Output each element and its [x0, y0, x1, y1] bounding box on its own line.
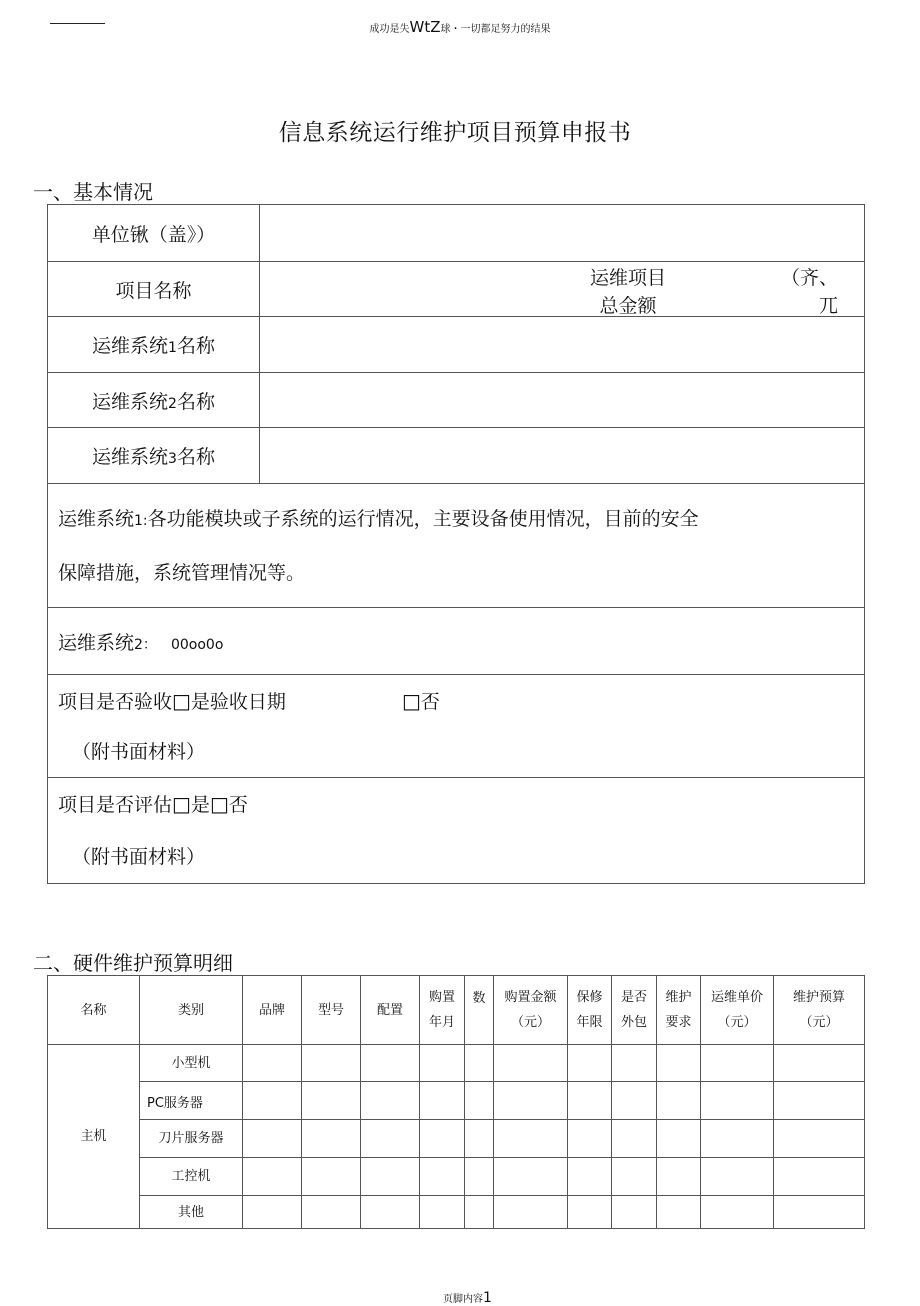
- data-cell[interactable]: [774, 1082, 865, 1120]
- section-heading-hardware: 二、硬件维护预算明细: [33, 951, 233, 975]
- category-cell: [140, 1045, 243, 1082]
- header-maint-req: [657, 976, 701, 1045]
- header-brand: [243, 976, 302, 1045]
- category-label: 小型机: [171, 1055, 211, 1071]
- data-cell[interactable]: [612, 1045, 657, 1082]
- data-cell[interactable]: [494, 1082, 568, 1120]
- data-cell[interactable]: [701, 1120, 774, 1158]
- data-cell[interactable]: [302, 1120, 361, 1158]
- system2-label-num: 2: [168, 395, 177, 412]
- data-cell[interactable]: [361, 1120, 420, 1158]
- data-cell[interactable]: [774, 1045, 865, 1082]
- acceptance-yes-checkbox[interactable]: □: [172, 688, 191, 713]
- system1-desc-num: 1:: [134, 512, 148, 529]
- data-cell[interactable]: [657, 1120, 701, 1158]
- category-cell: [140, 1082, 243, 1120]
- page-header: [0, 18, 920, 36]
- data-cell[interactable]: [420, 1082, 465, 1120]
- header-model: [302, 976, 361, 1045]
- data-cell[interactable]: [420, 1196, 465, 1229]
- data-cell[interactable]: [568, 1158, 612, 1196]
- total-amount-label-line2: 总金额: [599, 295, 657, 317]
- data-cell[interactable]: [302, 1158, 361, 1196]
- page-footer: [443, 1290, 492, 1306]
- system3-label-prefix: 运维系统: [92, 446, 169, 468]
- evaluation-no-label: 否: [228, 794, 248, 816]
- data-cell[interactable]: [243, 1158, 302, 1196]
- data-cell[interactable]: [302, 1045, 361, 1082]
- project-name-label: 项目名称: [115, 279, 192, 302]
- system3-name-label-cell: [48, 428, 260, 484]
- table-row: [48, 1196, 865, 1229]
- data-cell[interactable]: [774, 1120, 865, 1158]
- system1-name-label-cell: [48, 317, 260, 373]
- total-amount-label-line1: 运维项目: [590, 267, 667, 289]
- evaluation-yes-checkbox[interactable]: □: [172, 792, 191, 816]
- evaluation-no-checkbox[interactable]: □: [209, 792, 229, 816]
- data-cell[interactable]: [657, 1196, 701, 1229]
- data-cell[interactable]: [774, 1196, 865, 1229]
- unit-label-cell: [48, 205, 260, 262]
- total-amount-unit-line1: （齐、: [780, 267, 838, 289]
- header-warranty-line2: 年限: [576, 1015, 603, 1030]
- header-unit-price-line1: 运维单价: [710, 990, 763, 1005]
- acceptance-no-checkbox[interactable]: □: [401, 688, 421, 713]
- header-warranty-line1: 保修: [576, 990, 603, 1005]
- table-row: [48, 1120, 865, 1158]
- system1-label-prefix: 运维系统: [92, 335, 169, 357]
- system2-name-value-cell[interactable]: [260, 373, 865, 428]
- header-budget-line1: 维护预算: [792, 990, 845, 1005]
- system1-desc-prefix: 运维系统: [58, 507, 135, 530]
- data-cell[interactable]: [568, 1082, 612, 1120]
- evaluation-question-line: [58, 778, 854, 831]
- acceptance-note: （附书面材料）: [72, 740, 206, 763]
- header-outsourced: [612, 976, 657, 1045]
- footer-text: 页脚内容: [443, 1294, 483, 1305]
- header-purchase-amount-line1: 购置金额: [504, 990, 557, 1005]
- header-text-big: WtZ: [409, 18, 441, 36]
- acceptance-yes-label: 是验收日期: [190, 690, 286, 713]
- header-purchase-date: [420, 976, 465, 1045]
- total-amount-unit-line2: 兀: [818, 295, 838, 317]
- header-budget: [774, 976, 865, 1045]
- header-brand-text: 品牌: [258, 1002, 285, 1018]
- data-cell[interactable]: [465, 1158, 494, 1196]
- data-cell[interactable]: [701, 1158, 774, 1196]
- system1-description-line2: 保障措施，系统管理情况等。: [58, 561, 306, 584]
- unit-value-cell[interactable]: [260, 205, 865, 262]
- system3-label-num: 3: [168, 451, 177, 467]
- section-heading-basic: 一、基本情况: [33, 180, 153, 204]
- header-model-text: 型号: [317, 1002, 344, 1018]
- header-budget-line2: （元）: [799, 1015, 839, 1030]
- category-label: 工控机: [171, 1169, 211, 1184]
- data-cell[interactable]: [465, 1082, 494, 1120]
- system2-desc-value: 00oo0o: [170, 636, 224, 653]
- header-text-prefix: 成功是失: [369, 24, 410, 35]
- basic-info-table: [47, 204, 865, 884]
- header-purchase-amount-line2: （元）: [510, 1015, 550, 1030]
- evaluation-question: 项目是否评估: [58, 794, 173, 816]
- data-cell[interactable]: [302, 1082, 361, 1120]
- data-cell[interactable]: [612, 1120, 657, 1158]
- header-warranty: [568, 976, 612, 1045]
- total-amount-unit: [781, 264, 838, 320]
- data-cell[interactable]: [361, 1196, 420, 1229]
- evaluation-yes-label: 是: [190, 794, 210, 816]
- data-cell[interactable]: [657, 1158, 701, 1196]
- data-cell[interactable]: [361, 1045, 420, 1082]
- header-quantity: [465, 976, 494, 1045]
- data-cell[interactable]: [568, 1120, 612, 1158]
- data-cell[interactable]: [243, 1045, 302, 1082]
- data-cell[interactable]: [568, 1045, 612, 1082]
- system2-desc-num: 2：: [134, 636, 157, 653]
- category-cell: [140, 1120, 243, 1158]
- acceptance-no-label: 否: [420, 690, 440, 713]
- group-cell: [48, 1045, 140, 1229]
- data-cell[interactable]: [612, 1196, 657, 1229]
- table-row: [48, 1045, 865, 1082]
- header-category-text: 类别: [177, 1002, 204, 1018]
- data-cell[interactable]: [420, 1045, 465, 1082]
- data-cell[interactable]: [243, 1120, 302, 1158]
- system1-desc-text: 各功能模块或子系统的运行情况，主要设备使用情况，目前的安全: [147, 507, 699, 530]
- header-maint-req-line2: 要求: [665, 1015, 692, 1030]
- data-cell[interactable]: [568, 1196, 612, 1229]
- system2-label-suffix: 名称: [176, 390, 215, 413]
- evaluation-note: （附书面材料）: [72, 846, 206, 868]
- system1-description-line1: [58, 493, 854, 547]
- total-amount-label: [590, 264, 666, 320]
- group-label: 主机: [80, 1129, 107, 1144]
- data-cell[interactable]: [612, 1158, 657, 1196]
- data-cell[interactable]: [302, 1196, 361, 1229]
- project-name-value-cell[interactable]: [260, 262, 865, 317]
- data-cell[interactable]: [420, 1120, 465, 1158]
- data-cell[interactable]: [420, 1158, 465, 1196]
- unit-label: 单位锹（盖》）: [91, 223, 216, 246]
- data-cell[interactable]: [701, 1045, 774, 1082]
- document-title: 信息系统运行维护项目预算申报书: [278, 120, 632, 146]
- data-cell[interactable]: [657, 1045, 701, 1082]
- page-number: 1: [483, 1290, 492, 1306]
- data-cell[interactable]: [465, 1120, 494, 1158]
- acceptance-question: 项目是否验收: [58, 690, 173, 713]
- header-purchase-amount: [494, 976, 568, 1045]
- data-cell[interactable]: [701, 1196, 774, 1229]
- table-row: [48, 1158, 865, 1196]
- data-cell[interactable]: [361, 1082, 420, 1120]
- header-purchase-date-line1: 购置: [428, 990, 455, 1005]
- header-unit-price: [701, 976, 774, 1045]
- data-cell[interactable]: [657, 1082, 701, 1120]
- data-cell[interactable]: [612, 1082, 657, 1120]
- header-outsourced-line2: 外包: [620, 1015, 647, 1030]
- header-maint-req-line1: 维护: [665, 990, 692, 1005]
- system2-name-label-cell: [48, 373, 260, 428]
- data-cell[interactable]: [465, 1045, 494, 1082]
- evaluation-cell: [48, 778, 865, 884]
- system1-label-num: 1: [168, 340, 177, 356]
- category-cell: [140, 1196, 243, 1229]
- project-name-label-cell: [48, 262, 260, 317]
- system1-description-cell[interactable]: [48, 484, 865, 608]
- data-cell[interactable]: [774, 1158, 865, 1196]
- header-config: [361, 976, 420, 1045]
- category-cell: [140, 1158, 243, 1196]
- header-name-text: 名称: [80, 1002, 107, 1018]
- header-name: [48, 976, 140, 1045]
- acceptance-cell: [48, 675, 865, 778]
- data-cell[interactable]: [494, 1158, 568, 1196]
- header-purchase-date-line2: 年月: [428, 1015, 455, 1030]
- header-outsourced-line1: 是否: [620, 990, 647, 1005]
- system3-label-suffix: 名称: [176, 446, 215, 468]
- system1-name-value-cell[interactable]: [260, 317, 865, 373]
- data-cell[interactable]: [494, 1196, 568, 1229]
- data-cell[interactable]: [243, 1196, 302, 1229]
- header-category: [140, 976, 243, 1045]
- header-unit-price-line2: （元）: [717, 1015, 757, 1030]
- header-text-suffix: 球・一切都足努力的结果: [440, 24, 551, 35]
- hardware-budget-table: [47, 975, 865, 1229]
- category-label: 刀片服务器: [158, 1131, 224, 1146]
- system2-desc-prefix: 运维系统: [58, 631, 135, 654]
- data-cell[interactable]: [494, 1120, 568, 1158]
- system2-label-prefix: 运维系统: [92, 390, 169, 413]
- acceptance-question-line: [58, 676, 854, 727]
- system1-label-suffix: 名称: [176, 335, 215, 357]
- category-label: 其他: [177, 1204, 204, 1220]
- data-cell[interactable]: [465, 1196, 494, 1229]
- data-cell[interactable]: [361, 1158, 420, 1196]
- table-row: [48, 1082, 865, 1120]
- system2-description-cell[interactable]: [48, 608, 865, 675]
- data-cell[interactable]: [494, 1045, 568, 1082]
- category-label: PC服务器: [147, 1096, 203, 1111]
- data-cell[interactable]: [701, 1082, 774, 1120]
- header-quantity-text: 数: [472, 991, 486, 1006]
- system3-name-value-cell[interactable]: [260, 428, 865, 484]
- header-config-text: 配置: [376, 1002, 403, 1018]
- data-cell[interactable]: [243, 1082, 302, 1120]
